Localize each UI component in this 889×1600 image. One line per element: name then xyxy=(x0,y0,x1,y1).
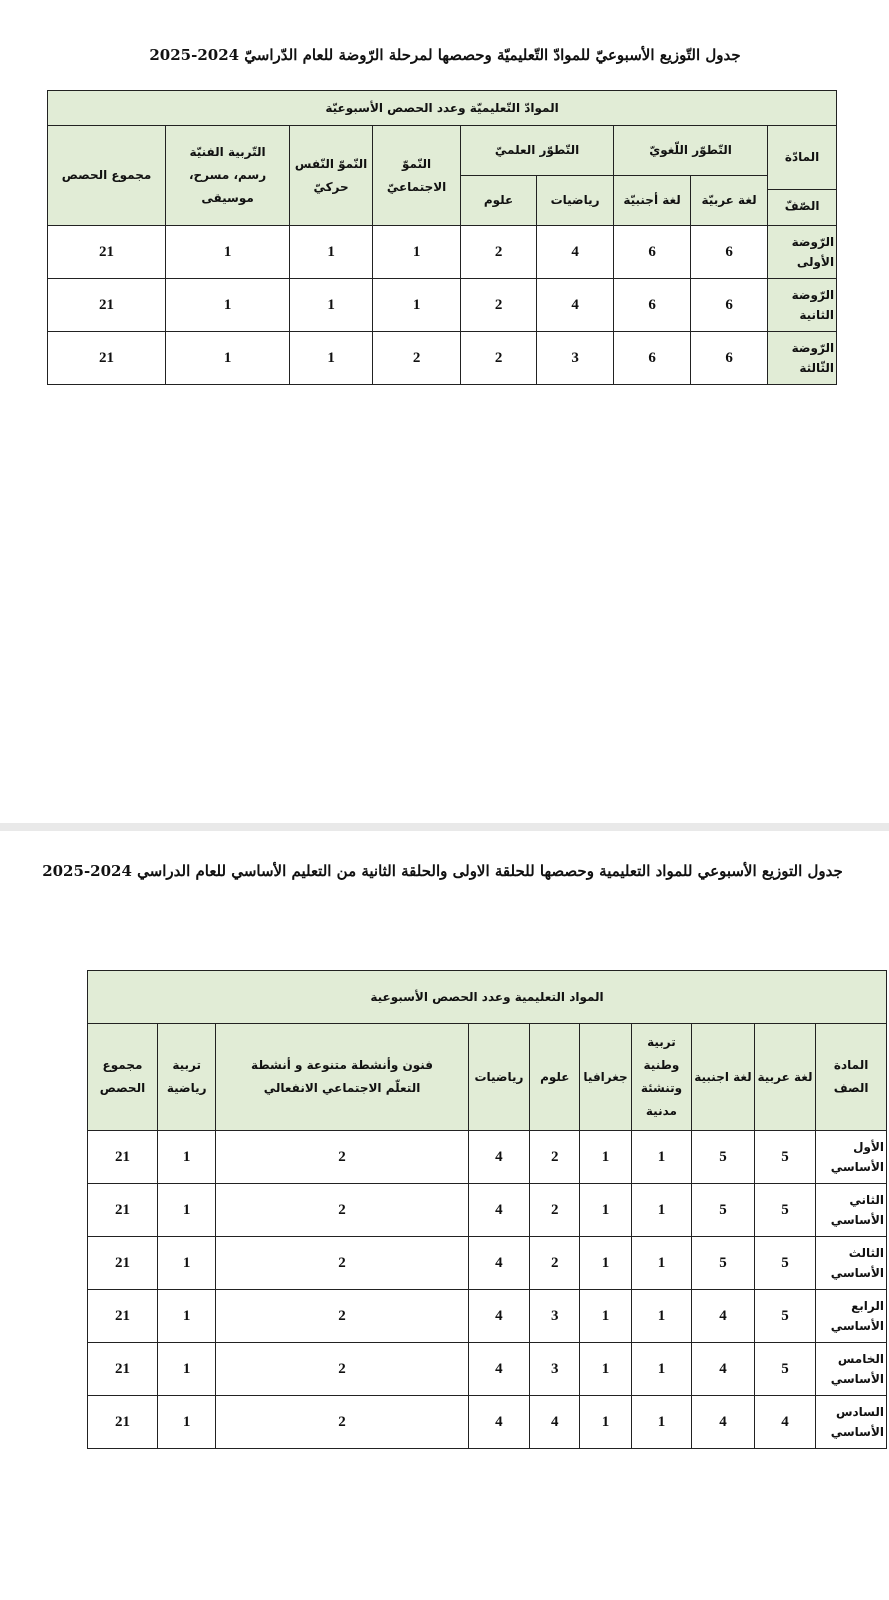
basic-grade-label: الثالث الأساسي xyxy=(816,1237,887,1290)
kg-header-total: مجموع الحصص xyxy=(48,126,166,226)
basic-corner-subject: المادة xyxy=(833,1058,869,1073)
kg-header-math: رياضيات xyxy=(537,176,614,226)
kg-cell-foreign: 6 xyxy=(614,226,691,279)
table-row xyxy=(48,279,837,332)
basic-cell-science: 3 xyxy=(530,1290,580,1343)
basic-cell-sport: 1 xyxy=(157,1237,215,1290)
basic-cell-arts: 2 xyxy=(216,1184,468,1237)
basic-cell-math: 4 xyxy=(468,1396,530,1449)
basic-header-foreign: لغة اجنبية xyxy=(692,1024,755,1131)
table-row xyxy=(88,1184,887,1237)
kg-cell-foreign: 6 xyxy=(614,279,691,332)
kg-header-motor: النّموّ النّفس حركيّ xyxy=(290,126,373,226)
basic-cell-arts: 2 xyxy=(216,1237,468,1290)
kg-cell-total: 21 xyxy=(48,226,166,279)
basic-cell-foreign: 5 xyxy=(692,1131,755,1184)
kg-cell-foreign: 6 xyxy=(614,332,691,385)
kg-header-arabic: لغة عربيّة xyxy=(691,176,768,226)
basic-cell-sport: 1 xyxy=(157,1290,215,1343)
basic-header-arts: فنون وأنشطة متنوعة و أنشطة التعلّم الاجتماعي الانفعالي xyxy=(216,1024,468,1131)
basic-grade-label: السادس الأساسي xyxy=(816,1396,887,1449)
kg-cell-science: 2 xyxy=(461,279,537,332)
table-row xyxy=(88,1290,887,1343)
basic-cell-foreign: 4 xyxy=(692,1343,755,1396)
basic-cell-civic: 1 xyxy=(631,1343,692,1396)
kg-cell-total: 21 xyxy=(48,332,166,385)
basic-cell-science: 4 xyxy=(530,1396,580,1449)
basic-cell-foreign: 4 xyxy=(692,1396,755,1449)
kg-cell-arabic: 6 xyxy=(691,226,768,279)
kg-cell-arabic: 6 xyxy=(691,279,768,332)
basic-cell-arabic: 4 xyxy=(754,1396,816,1449)
kg-header-foreign: لغة أجنبيّة xyxy=(614,176,691,226)
kg-cell-science: 2 xyxy=(461,226,537,279)
basic-cell-civic: 1 xyxy=(631,1237,692,1290)
basic-cell-total: 21 xyxy=(88,1396,158,1449)
kg-header-social: النّموّ الاجتماعيّ xyxy=(373,126,461,226)
basic-grade-label: الرابع الأساسي xyxy=(816,1290,887,1343)
basic-cell-civic: 1 xyxy=(631,1396,692,1449)
basic-cell-sport: 1 xyxy=(157,1343,215,1396)
kg-corner-class: الصّفّ xyxy=(768,189,836,222)
kindergarten-table xyxy=(47,90,837,385)
basic-corner-class: الصف xyxy=(833,1081,869,1095)
kg-cell-art: 1 xyxy=(166,226,290,279)
table-row xyxy=(48,226,837,279)
basic-cell-arabic: 5 xyxy=(754,1290,816,1343)
kg-cell-art: 1 xyxy=(166,332,290,385)
table-row xyxy=(88,1131,887,1184)
kg-grade-label: الرّوضة الثّالثة xyxy=(768,332,837,385)
basic-cell-science: 2 xyxy=(530,1237,580,1290)
basic-cell-civic: 1 xyxy=(631,1184,692,1237)
basic-cell-sport: 1 xyxy=(157,1396,215,1449)
basic-title: جدول التوزيع الأسبوعي للمواد التعليمية وحصصها للحلقة الاولى والحلقة الثانية من التعليم الأساسي للعام الدراسي 2024-2025 xyxy=(42,862,843,880)
basic-cell-geography: 1 xyxy=(580,1396,631,1449)
kindergarten-title: جدول التّوزيع الأسبوعيّ للموادّ التّعليميّة وحصصها لمرحلة الرّوضة للعام الدّراسيّ 2024-2025 xyxy=(149,46,741,64)
kg-cell-science: 2 xyxy=(461,332,537,385)
kg-cell-math: 4 xyxy=(537,279,614,332)
basic-cell-total: 21 xyxy=(88,1184,158,1237)
basic-cell-civic: 1 xyxy=(631,1290,692,1343)
basic-header-geography: جغرافيا xyxy=(580,1024,631,1131)
basic-table xyxy=(87,970,887,1449)
kg-cell-motor: 1 xyxy=(290,279,373,332)
basic-cell-arts: 2 xyxy=(216,1131,468,1184)
basic-cell-total: 21 xyxy=(88,1237,158,1290)
table-row xyxy=(88,1237,887,1290)
basic-header-civic: تربية وطنية وتنشئة مدنية xyxy=(631,1024,692,1131)
kg-header-art-sub: رسم، مسرح، موسيقى xyxy=(188,168,267,205)
basic-grade-label: الأول الأساسي xyxy=(816,1131,887,1184)
basic-cell-civic: 1 xyxy=(631,1131,692,1184)
basic-cell-geography: 1 xyxy=(580,1184,631,1237)
kg-corner-subject: المادّة xyxy=(784,150,820,165)
table-row xyxy=(48,332,837,385)
table-row xyxy=(88,1396,887,1449)
basic-cell-sport: 1 xyxy=(157,1131,215,1184)
kg-cell-social: 2 xyxy=(373,332,461,385)
basic-grade-label: الخامس الأساسي xyxy=(816,1343,887,1396)
kg-corner-cell xyxy=(768,126,837,226)
basic-cell-total: 21 xyxy=(88,1131,158,1184)
basic-header-science: علوم xyxy=(530,1024,580,1131)
basic-cell-geography: 1 xyxy=(580,1343,631,1396)
basic-cell-foreign: 5 xyxy=(692,1184,755,1237)
basic-cell-arabic: 5 xyxy=(754,1237,816,1290)
kg-group-header: الموادّ التّعليميّة وعدد الحصص الأسبوعيّة xyxy=(48,91,837,126)
basic-cell-geography: 1 xyxy=(580,1131,631,1184)
basic-cell-math: 4 xyxy=(468,1184,530,1237)
basic-cell-arabic: 5 xyxy=(754,1184,816,1237)
basic-cell-arabic: 5 xyxy=(754,1131,816,1184)
basic-cell-science: 2 xyxy=(530,1131,580,1184)
basic-cell-foreign: 5 xyxy=(692,1237,755,1290)
kg-grade-label: الرّوضة الأولى xyxy=(768,226,837,279)
kg-header-art-title: التّربية الفنيّة xyxy=(189,145,266,160)
kg-cell-social: 1 xyxy=(373,279,461,332)
kg-cell-social: 1 xyxy=(373,226,461,279)
section-divider xyxy=(0,823,889,831)
kg-header-art xyxy=(166,126,290,226)
kg-header-scientific: التّطوّر العلميّ xyxy=(461,126,614,176)
kg-cell-motor: 1 xyxy=(290,332,373,385)
kg-header-science: علوم xyxy=(461,176,537,226)
basic-cell-science: 3 xyxy=(530,1343,580,1396)
basic-corner-cell xyxy=(816,1024,887,1131)
basic-cell-foreign: 4 xyxy=(692,1290,755,1343)
basic-cell-arts: 2 xyxy=(216,1290,468,1343)
basic-cell-math: 4 xyxy=(468,1290,530,1343)
basic-cell-math: 4 xyxy=(468,1237,530,1290)
kg-cell-math: 4 xyxy=(537,226,614,279)
basic-cell-math: 4 xyxy=(468,1131,530,1184)
kg-header-linguistic: التّطوّر اللّغويّ xyxy=(614,126,768,176)
basic-cell-sport: 1 xyxy=(157,1184,215,1237)
basic-cell-geography: 1 xyxy=(580,1290,631,1343)
basic-cell-arts: 2 xyxy=(216,1396,468,1449)
basic-header-math: رياضيات xyxy=(468,1024,530,1131)
basic-cell-total: 21 xyxy=(88,1343,158,1396)
table-row xyxy=(88,1343,887,1396)
kg-cell-art: 1 xyxy=(166,279,290,332)
basic-group-header: المواد التعليمية وعدد الحصص الأسبوعية xyxy=(88,971,887,1024)
kg-cell-arabic: 6 xyxy=(691,332,768,385)
kg-cell-motor: 1 xyxy=(290,226,373,279)
basic-cell-math: 4 xyxy=(468,1343,530,1396)
kg-cell-total: 21 xyxy=(48,279,166,332)
basic-header-sport: تربية رياضية xyxy=(157,1024,215,1131)
basic-grade-label: الثاني الأساسي xyxy=(816,1184,887,1237)
basic-cell-total: 21 xyxy=(88,1290,158,1343)
basic-cell-geography: 1 xyxy=(580,1237,631,1290)
kg-grade-label: الرّوضة الثانية xyxy=(768,279,837,332)
basic-cell-arabic: 5 xyxy=(754,1343,816,1396)
basic-cell-arts: 2 xyxy=(216,1343,468,1396)
kg-cell-math: 3 xyxy=(537,332,614,385)
basic-header-arabic: لغة عربية xyxy=(754,1024,816,1131)
basic-header-total: مجموع الحصص xyxy=(88,1024,158,1131)
basic-cell-science: 2 xyxy=(530,1184,580,1237)
